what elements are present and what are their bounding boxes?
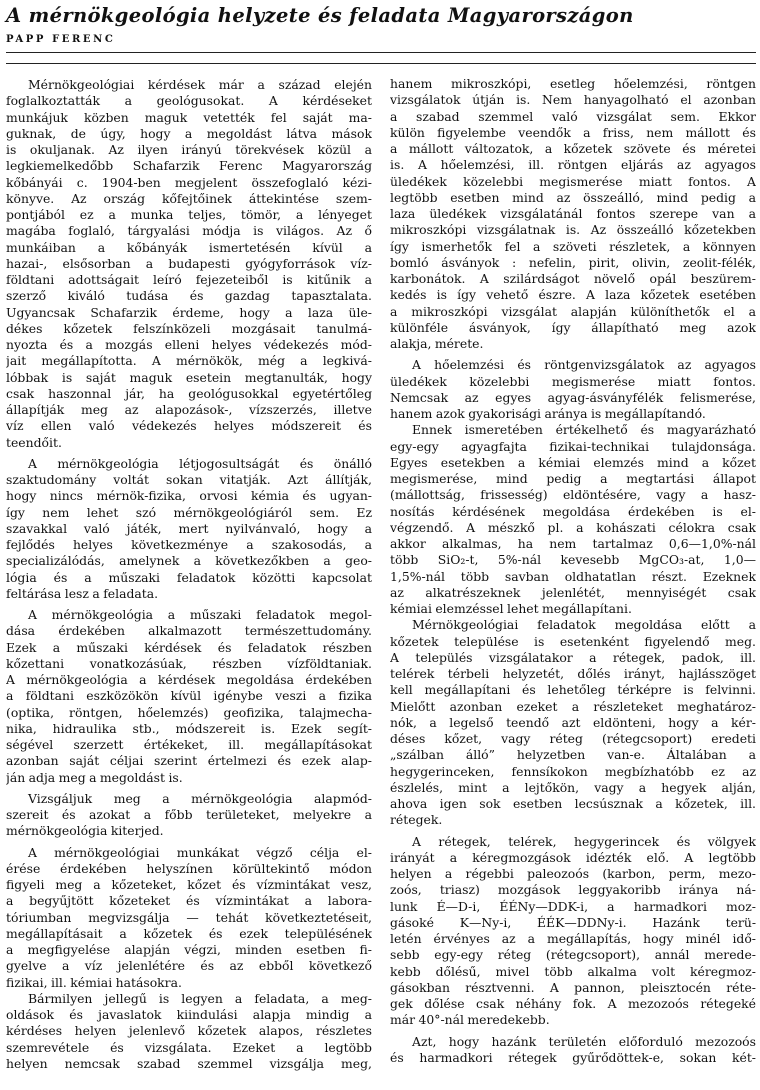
text-line: déses kőzet, vagy réteg (rétegcsoport) eredeti: [390, 731, 756, 746]
text-line: gyelve a víz jelenlétére és az ebből következő: [6, 958, 372, 974]
text-line: lunk É—D-i, ÉÉNy—DDK-i, a harmadkori moz-: [390, 898, 756, 914]
left-text-column: [6, 77, 372, 1072]
text-line: fejlődés helyes következménye a szakosodás, a: [6, 537, 372, 552]
text-line: kebb dőlésű, mivel több alkalma volt kéregmoz-: [390, 963, 756, 979]
text-line: állapítják meg az alapozások-, vízszerzés, illetve: [6, 402, 372, 417]
text-line: érése érdekében helyszínen körültekintő módon: [6, 860, 372, 876]
text-line: ségével szerzett értékeket, ill. megállapításokat: [6, 737, 372, 752]
text-line: (optika, röntgen, hőelemzés) geofizika, talajmecha-: [6, 704, 372, 720]
text-line: fizikai, ill. kémiai hatásokra.: [6, 974, 182, 990]
text-line: és harmadkori rétegek gyűrődöttek-e, sokan két-: [390, 1049, 756, 1065]
text-line: külön figyelembe veendők a friss, nem mállott és: [390, 124, 756, 140]
text-line: „szálban álló” helyzetben van-e. Általában a: [390, 747, 756, 763]
text-line: Mérnökgeológiai kérdések már a század elején: [28, 77, 372, 92]
text-line: dása érdekében alkalmazott természettudomány.: [6, 623, 372, 639]
text-line: már 40°-nál meredekebb.: [390, 1012, 550, 1028]
text-line: gásokban résztvenni. A pannon, pleisztocén réte-: [390, 979, 756, 995]
article-title: A mérnökgeológia helyzete és feladata Magyarországon: [6, 4, 634, 27]
text-line: végzendő. A mészkő pl. a kohászati célokra csak: [390, 519, 756, 535]
text-line: rétegek.: [390, 812, 443, 828]
text-line: legkiemelkedőbb Schafarzik Ferenc Magyarország: [6, 158, 372, 174]
text-line: Bármilyen jellegű is legyen a feladata, a meg-: [28, 990, 372, 1006]
text-line: A mérnökgeológiai munkákat végző célja el-: [28, 844, 372, 860]
text-line: mikroszkópi vizsgálatnak is. Az összeálló kőzetekben: [390, 222, 756, 238]
text-line: Ennek ismeretében értékelhető és magyarázható: [412, 422, 756, 438]
text-line: szavakkal való játék, mert nyilvánvaló, hogy a: [6, 520, 372, 536]
text-line: karbonátok. A szilárdságot növelő opál beszürem-: [390, 271, 756, 286]
text-line: akkor alkalmas, ha nem tartalmaz 0,6—1,0%-nál: [390, 536, 756, 551]
text-line: A mérnökgeológia a műszaki feladatok megol-: [28, 607, 372, 622]
text-line: Vizsgáljuk meg a mérnökgeológia alapmód-: [28, 790, 372, 806]
text-line: kőbányái c. 1904-ben megjelent összefoglaló kézi-: [6, 174, 372, 190]
text-line: gásoké K—Ny-i, ÉÉK—DDNy-i. Hazánk terü-: [390, 914, 756, 930]
text-line: oldások és javaslatok kiindulási alapja mindig a: [6, 1007, 372, 1022]
text-line: tóriumban megvizsgálja — tehát következtetéseit,: [6, 909, 372, 925]
text-line: kőzetek települése is esetenként figyelendő meg.: [390, 633, 756, 649]
header-rule: [6, 63, 756, 64]
text-line: kell megállapítani és lehetőleg térképre is felvinni.: [390, 682, 756, 698]
text-line: bomló ásványok : nefelin, pirit, olivin, zeolit-félék,: [390, 254, 756, 270]
text-line: a begyűjtött kőzeteket és vízmintákat a labora-: [6, 893, 372, 909]
text-line: a mállott változatok, a kőzetek szövete és méretei: [390, 141, 756, 156]
text-line: Ezek a műszaki kérdések és feladatok részben: [6, 639, 372, 655]
text-line: is okuljanak. Az ilyen irányú törekvések közül a: [6, 142, 372, 157]
text-line: magába foglaló, tárgyalási módja is világos. Az ő: [6, 223, 372, 239]
text-line: helyen nemcsak szabad szemmel vizsgálja meg,: [6, 1055, 372, 1071]
text-line: A település vizsgálatakor a rétegek, padok, ill.: [390, 649, 756, 665]
text-line: szerző kiváló tudása és gazdag tapasztalata.: [6, 288, 372, 304]
text-line: helyen a régebbi paleozoós (karbon, perm, mezo-: [390, 866, 756, 881]
text-line: földtani adottságait leíró fejezeteiből is kitűnik a: [6, 272, 372, 287]
text-line: sebb egy-egy réteg (rétegcsoport), annál merede-: [390, 947, 756, 963]
text-line: A rétegek, telérek, hegygerincek és völgyek: [412, 833, 756, 849]
text-line: hogy nincs mérnök-fizika, orvosi kémia és ugyan-: [6, 488, 372, 504]
text-line: egy-egy agyagfajta fizikai-technikai tulajdonsága.: [390, 438, 756, 454]
text-line: hanem azok gyakorisági aránya is megállapítandó.: [390, 406, 706, 421]
text-line: Egyes esetekben a kémiai elemzés mind a kőzet: [390, 454, 756, 470]
text-line: csak haszonnal jár, ha geológusokkal egyetértőleg: [6, 385, 372, 401]
text-line: irányát a kéregmozgások idézték elő. A legtöbb: [390, 849, 756, 865]
text-line: az alkatrészeknek jelenlétét, mennyiségét csak: [390, 584, 756, 600]
text-line: a megfigyelése alapján végzi, minden esetben fi-: [6, 942, 372, 957]
text-line: Nemcsak az egyes agyag-ásványfélék felismerése,: [390, 389, 756, 405]
text-line: 1,5%-nál több savban oldhatatlan részt. Ezeknek: [390, 568, 756, 584]
text-line: szaktudomány voltát sokan vitatják. Azt állítják,: [6, 472, 372, 487]
text-line: foglalkoztatták a geológusokat. A kérdéseket: [6, 93, 372, 109]
article-author: PAPP FERENC: [6, 34, 116, 45]
text-line: kőzettani vonatkozásúak, részben vízföldtaniak.: [6, 655, 372, 671]
text-line: kémiai elemzéssel lehet megállapítani.: [390, 601, 632, 616]
text-line: üledékek közelebbi megismerése miatt fontos.: [390, 373, 756, 389]
text-line: Ugyancsak Schafarzik érdeme, hogy a laza üle-: [6, 304, 372, 320]
text-line: kedés is így vehető észre. A laza kőzetek esetében: [390, 287, 756, 303]
text-line: laza üledékek vizsgálatánál fontos szerepe van a: [390, 206, 756, 221]
text-line: kérdéses helyen jelenlevő kőzetek alapos, részletes: [6, 1023, 372, 1039]
text-line: telérek térbeli helyzetét, dőlés irányt, hajlásszöget: [390, 666, 756, 681]
text-line: lóbbak is saját maguk esetein megtanulták, hogy: [6, 369, 372, 385]
text-line: specializálódás, amelynek a következőkben a geo-: [6, 553, 372, 569]
text-line: a mikroszkópi vizsgálat alapján különíthetők el a: [390, 303, 756, 319]
text-line: nosítás kérdésének megoldása érdekében is el-: [390, 503, 756, 519]
text-line: azonban saját céljai szerint értelmezi és ezek alap-: [6, 753, 372, 769]
text-line: szemrevétele és vizsgálata. Ezeket a legtöbb: [6, 1039, 372, 1055]
text-line: hazai-, elsősorban a budapesti gyógyforrások víz-: [6, 255, 372, 271]
text-line: legtöbb esetben mind az összeálló, mind pedig a: [390, 189, 756, 205]
text-line: gek dőlése csak néhány fok. A mezozoós rétegeké: [390, 996, 756, 1011]
text-line: Mérnökgeológiai feladatok megoldása előtt a: [412, 617, 756, 633]
text-line: teendőit.: [6, 434, 62, 450]
text-line: zoós, triasz) mozgások leggyakoribb iránya ná-: [390, 882, 756, 898]
text-line: guknak, de úgy, hogy a megoldást látva mások: [6, 125, 372, 141]
text-line: így nem lehet szó mérnökgeológiáról sem. Ez: [6, 504, 372, 520]
text-line: is. A hőelemzési, ill. röntgen eljárás az agyagos: [390, 157, 756, 173]
right-text-column: [390, 76, 756, 1066]
text-line: ahova igen sok esetben lecsúsznak a kőzetek, ill.: [390, 796, 756, 811]
text-line: Azt, hogy hazánk területén előforduló mezozoós: [412, 1033, 756, 1049]
text-line: (mállottság, frissesség) eldöntésére, vagy a hasz-: [390, 487, 756, 503]
text-line: lógia és a műszaki feladatok közötti kapcsolat: [6, 569, 372, 585]
text-line: megismerése, mind pedig a megtartási állapot: [390, 471, 756, 486]
header-rule: [6, 52, 756, 53]
text-line: nyozta és a mozgás elleni helyes védekezés mód-: [6, 337, 372, 352]
text-line: A mérnökgeológia létjogosultságát és önálló: [28, 455, 372, 471]
text-line: dékes kőzetek felszínközeli mozgásait tanulmá-: [6, 320, 372, 336]
text-line: nika, hidraulika stb., módszereit is. Ezek segít-: [6, 720, 372, 736]
text-line: üledékek közelebbi megismerése miatt fontos. A: [390, 173, 756, 189]
text-line: szereit és azokat a főbb területeket, melyekre a: [6, 807, 372, 822]
text-line: megállapításait a kőzetek és ezek településének: [6, 925, 372, 941]
text-line: hanem mikroszkópi, esetleg hőelemzési, röntgen: [390, 76, 756, 91]
text-line: A hőelemzési és röntgenvizsgálatok az agyagos: [412, 357, 756, 373]
text-line: észlelés, mint a lejtőkön, vagy a hegyek alján,: [390, 779, 756, 795]
text-line: Mielőtt azonban ezeket a részleteket meghatároz-: [390, 698, 756, 714]
text-line: jait megállapította. A mérnökök, még a legkivá-: [6, 353, 372, 369]
text-line: a földtani eszközökön kívül igénybe veszi a fizika: [6, 688, 372, 704]
text-line: ján adja meg a megoldást is.: [6, 769, 183, 785]
text-line: hegygerinceken, fennsíkokon megbízhatóbb ez az: [390, 763, 756, 779]
text-line: a szabad szemmel való vizsgálat sem. Ekkor: [390, 108, 756, 124]
text-line: különféle ásványok, így állapítható meg azok: [390, 319, 756, 335]
text-line: figyeli meg a kőzeteket, kőzet és vízmintákat vesz,: [6, 877, 372, 892]
text-line: több SiO₂-t, 5%-nál kevesebb MgCO₃-at, 1,0—: [390, 552, 756, 568]
text-line: pontjából ez a munka teljes, tömör, a lényeget: [6, 207, 372, 222]
text-line: így ismerhetők fel a szöveti részletek, a könnyen: [390, 238, 756, 254]
text-line: feltárása lesz a feladata.: [6, 585, 159, 601]
text-line: mérnökgeológia kiterjed.: [6, 823, 164, 839]
text-line: A mérnökgeológia a kérdések megoldása érdekében: [6, 672, 372, 687]
text-line: nók, a legelső teendő azt eldönteni, hogy a kér-: [390, 714, 756, 730]
text-line: munkájuk közben maguk vetették fel saját ma-: [6, 109, 372, 125]
text-line: vizsgálatok útján is. Nem hanyagolható el azonban: [390, 92, 756, 108]
text-line: víz ellen való védekezés helyes módszereit és: [6, 418, 372, 434]
text-line: alakja, mérete.: [390, 336, 484, 351]
text-line: munkáiban a kőbányák ismertetésén kívül a: [6, 239, 372, 255]
text-line: letén érvényes az a megállapítás, hogy minél idő-: [390, 931, 756, 946]
text-line: könyve. Az ország kőfejtőinek áttekintése szem-: [6, 190, 372, 206]
